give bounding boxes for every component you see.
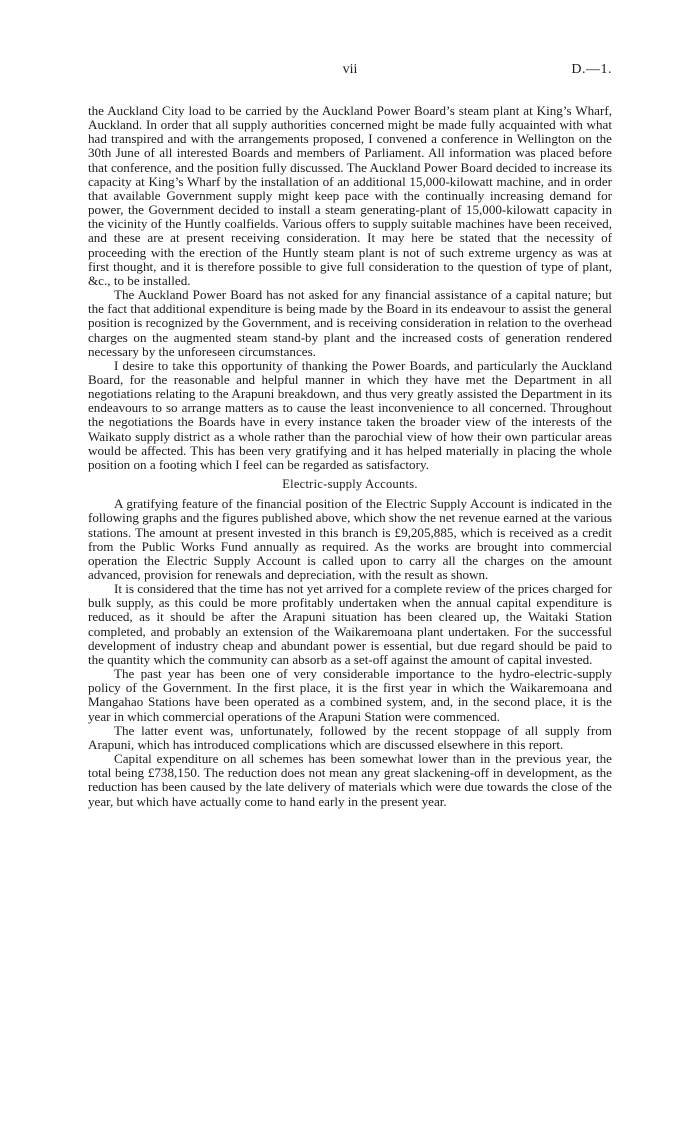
- paragraph: A gratifying feature of the financial position of the Electric Supply Account is indicated in the following graphs and the figures published above, which show the net revenue earned at the various stations. The amount at present invested in this branch is £9,205,885, which is received as a credit from the Public Works Fund annually as required. As the works are brought into commercial operation the Electric Supply Account is called upon to carry all the charges on the amount advanced, provision for renewals and depreciation, with the result as shown.: [88, 496, 612, 582]
- page-number: vii: [342, 62, 358, 77]
- paragraph: I desire to take this opportunity of thanking the Power Boards, and particularly the Auckland Board, for the reasonable and helpful manner in which they have met the Department in all negotiations relating to the Arapuni breakdown, and thus very greatly assisted the Department in its endeavours to so arrange matters as to cause the least inconvenience to all concerned. Throughout the negotiations the Boards have in every instance taken the broader view of the interests of the Waikato supply district as a whole rather than the parochial view of how their own particular areas would be affected. This has been very gratifying and it has helped materially in placing the whole position on a footing which I feel can be regarded as satisfactory.: [88, 357, 612, 472]
- paragraph: Capital expenditure on all schemes has been somewhat lower than in the previous year, the total being £738,150. The reduction does not mean any great slackening-off in development, as the reduction has been caused by the late delivery of materials which were due towards the close of the year, but which have actually come to hand early in the present year.: [88, 751, 612, 809]
- paragraph: The past year has been one of very considerable importance to the hydro-electric-supply policy of the Government. In the first place, it is the first year in which the Waikaremoana and Mangahao Stations have been operated as a combined system, and, in the second place, it is the year in which commercial operations of the Arapuni Station were commenced.: [88, 666, 612, 724]
- paragraph: It is considered that the time has not yet arrived for a complete review of the prices charged for bulk supply, as this could be more profitably undertaken when the annual capital expenditure is reduced, as it should be after the Arapuni situation has been cleared up, the Waitaki Station completed, and probably an extension of the Waikaremoana plant undertaken. For the successful development of industry cheap and abundant power is essential, but due regard should be paid to the quantity which the community can absorb as a set-off against the amount of capital invested.: [88, 581, 612, 667]
- body-text: [88, 104, 612, 809]
- document-reference: D.—1.: [571, 62, 612, 77]
- section-heading-text: Electric-supply Accounts.: [282, 477, 418, 492]
- paragraph: The Auckland Power Board has not asked for any financial assistance of a capital nature; but the fact that additional expenditure is being made by the Board in its endeavour to assist the general position is recognized by the Government, and is receiving consideration in relation to the overhead charges on the augmented steam stand-by plant and the increased costs of generation rendered necessary by the unforeseen circumstances.: [88, 287, 612, 359]
- paragraph-continued: the Auckland City load to be carried by the Auckland Power Board’s steam plant at King’s Wharf, Auckland. In order that all supply authorities concerned might be made fully acquainted with what had transpired and with the arrangements proposed, I convened a conference in Wellington on the 30th June of all interested Boards and members of Parliament. All information was placed before that conference, and the position fully discussed. The Auckland Power Board decided to increase its capacity at King’s Wharf by the installation of an additional 15,000-kilowatt machine, and in order that available Government supply might keep pace with the continually increasing demand for power, the Government decided to install a steam generating-plant of 15,000-kilowatt capacity in the vicinity of the Huntly coalfields. Various offers to supply suitable machines have been received, and these are at present receiving consideration. It may here be stated that the necessity of proceeding with the erection of the Huntly steam plant is not of such extreme urgency as was at first thought, and it is therefore possible to give full consideration to the question of type of plant, &c., to be installed.: [88, 103, 612, 288]
- page-header: [88, 62, 612, 82]
- paragraph: The latter event was, unfortunately, followed by the recent stoppage of all supply from Arapuni, which has introduced complications which are discussed elsewhere in this report.: [88, 722, 612, 752]
- section-heading: [88, 477, 612, 491]
